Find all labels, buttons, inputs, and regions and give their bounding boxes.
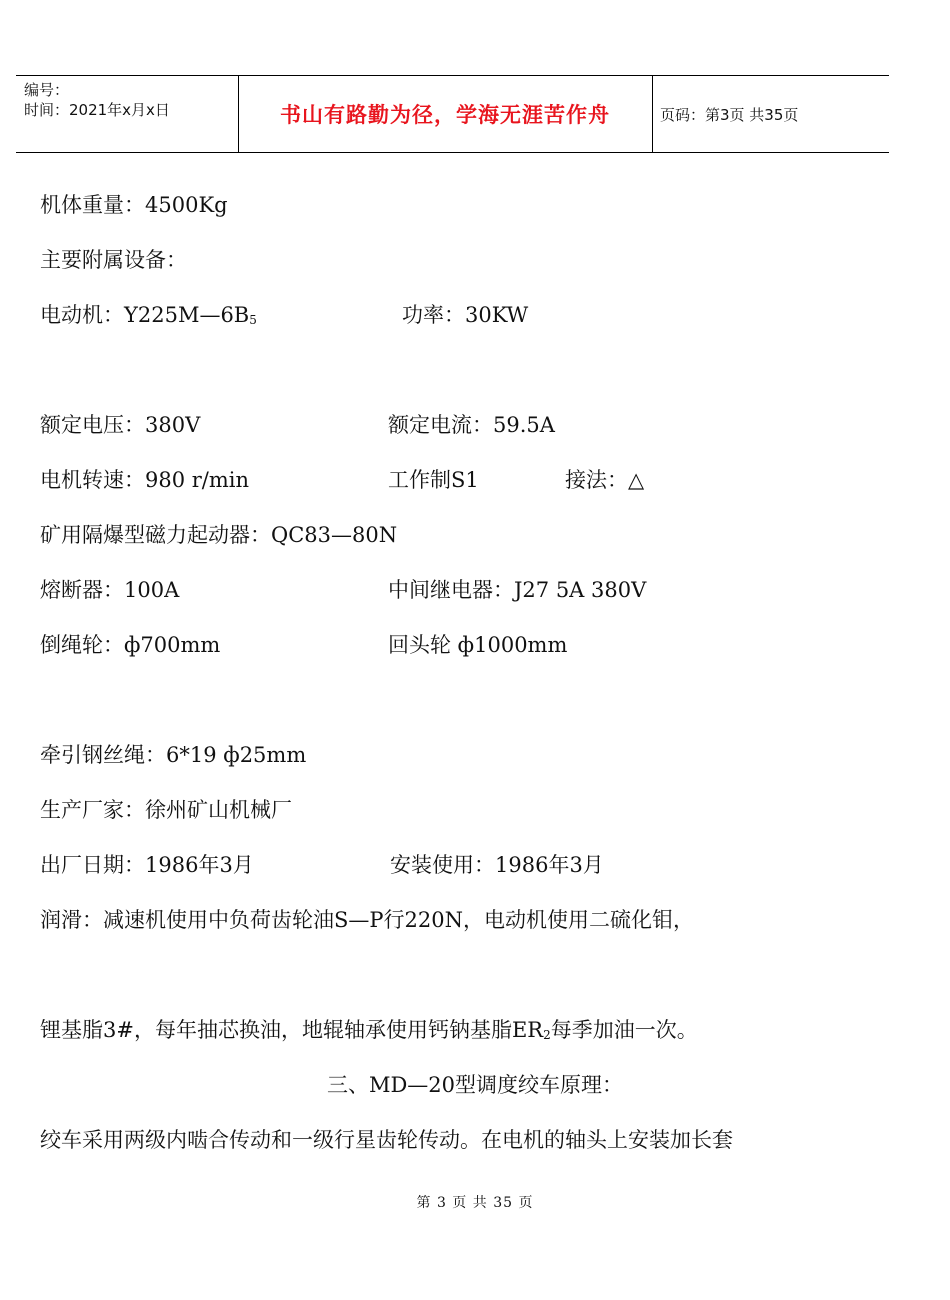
lubrication-text: 锂基脂3#，每年抽芯换油，地辊轴承使用钙钠基脂ER (40, 1018, 544, 1042)
principle-paragraph: 绞车采用两级内啮合传动和一级行星齿轮传动。在电机的轴头上安装加长套 (40, 1128, 733, 1152)
lubrication-subscript: 2 (543, 1028, 551, 1042)
rated-voltage: 额定电压：380V (40, 413, 201, 437)
return-wheel-line: 回头轮 ф1000mm (388, 633, 568, 657)
starter-line: 矿用隔爆型磁力起动器：QC83—80N (40, 523, 398, 547)
motor-model: 电动机：Y225M—6B (40, 303, 250, 327)
motor-speed: 电机转速：980 r/min (40, 468, 250, 492)
motor-model-subscript: 5 (249, 313, 257, 327)
page-code: 页码：第3页 共35页 (660, 106, 799, 124)
relay-line: 中间继电器：J27 5A 380V (388, 578, 647, 602)
serial-number-label: 编号： (24, 81, 70, 99)
fuse-line: 熔断器：100A (40, 578, 180, 602)
time-label: 时间：2021年x月x日 (24, 101, 170, 119)
lubrication-line-2 (40, 1015, 698, 1050)
header-motto: 书山有路勤为径，学海无涯苦作舟 (280, 103, 610, 127)
page-footer: 第 3 页 共 35 页 (416, 1195, 534, 1211)
lubrication-text-end: 每季加油一次。 (550, 1018, 698, 1042)
header-divider (652, 76, 653, 152)
section-title: 三、MD—20型调度绞车原理： (326, 1073, 624, 1097)
connection-type: 接法：△ (565, 468, 645, 492)
power-line: 功率：30KW (402, 303, 529, 327)
rope-wheel-line: 倒绳轮：ф700mm (40, 633, 221, 657)
duty-type: 工作制S1 (388, 468, 479, 492)
lubrication-line-1: 润滑：减速机使用中负荷齿轮油S—P行220N，电动机使用二硫化钼， (40, 908, 694, 932)
wire-rope-line: 牵引钢丝绳：6*19 ф25mm (40, 743, 307, 767)
document-header (16, 75, 889, 153)
rated-current: 额定电流：59.5A (388, 413, 555, 437)
install-date: 安装使用：1986年3月 (390, 853, 604, 877)
weight-line: 机体重量：4500Kg (40, 193, 228, 217)
motor-line (40, 300, 257, 335)
equipment-heading: 主要附属设备： (40, 248, 187, 272)
manufacturer-line: 生产厂家：徐州矿山机械厂 (40, 798, 292, 822)
manufacture-date: 出厂日期：1986年3月 (40, 853, 254, 877)
